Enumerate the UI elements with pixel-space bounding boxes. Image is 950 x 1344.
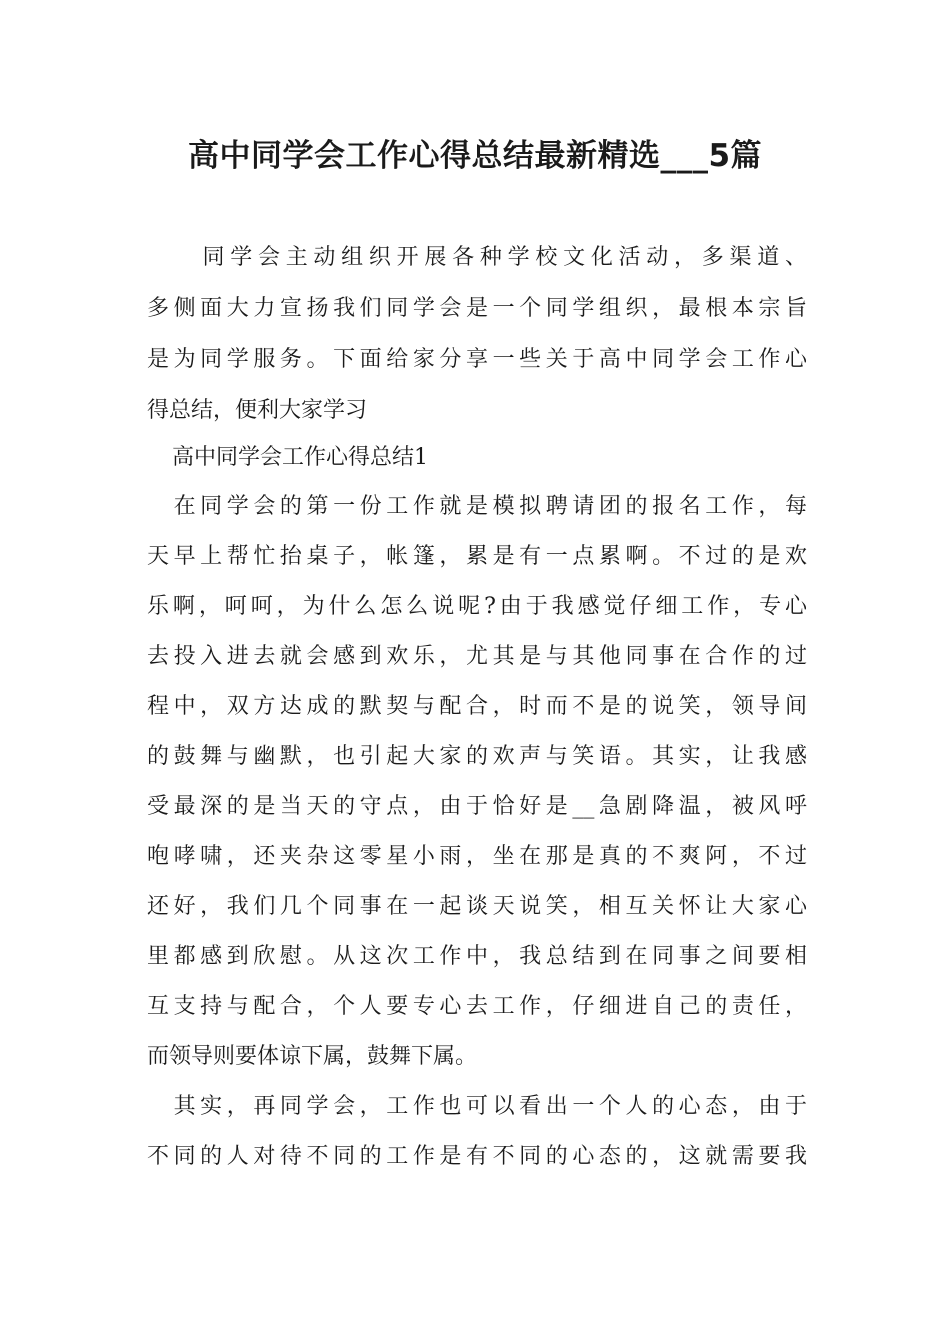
document-title: 高中同学会工作心得总结最新精选___5篇: [187, 138, 763, 174]
intro-paragraph: [147, 232, 807, 436]
body-paragraph-2: [147, 1082, 807, 1182]
paragraph-line: 程中，双方达成的默契与配合，时而不是的说笑，领导间: [147, 694, 807, 719]
intro-line: 多侧面大力宣扬我们同学会是一个同学组织，最根本宗旨: [147, 296, 807, 321]
paragraph-line: 而领导则要体谅下属，鼓舞下属。: [147, 1044, 478, 1069]
paragraph-line: 还好，我们几个同事在一起谈天说笑，相互关怀让大家心: [147, 894, 807, 919]
section-heading: 高中同学会工作心得总结1: [172, 445, 428, 470]
body-paragraph-1: [147, 482, 807, 1082]
paragraph-line: 的鼓舞与幽默，也引起大家的欢声与笑语。其实，让我感: [147, 744, 807, 769]
paragraph-line: 在同学会的第一份工作就是模拟聘请团的报名工作，每: [147, 494, 807, 519]
paragraph-line: 天早上帮忙抬桌子，帐篷，累是有一点累啊。不过的是欢: [147, 544, 807, 569]
paragraph-line: 咆哮啸，还夹杂这零星小雨，坐在那是真的不爽阿，不过: [147, 844, 807, 869]
intro-line: 得总结，便利大家学习: [147, 398, 368, 423]
paragraph-line: 乐啊，呵呵，为什么怎么说呢?由于我感觉仔细工作，专心: [147, 594, 807, 619]
paragraph-line: 里都感到欣慰。从这次工作中，我总结到在同事之间要相: [147, 944, 807, 969]
intro-line: 是为同学服务。下面给家分享一些关于高中同学会工作心: [147, 347, 807, 372]
paragraph-line: 不同的人对待不同的工作是有不同的心态的，这就需要我: [147, 1144, 807, 1169]
paragraph-line: 其实，再同学会，工作也可以看出一个人的心态，由于: [147, 1094, 807, 1119]
paragraph-line: 互支持与配合，个人要专心去工作，仔细进自己的责任，: [147, 994, 807, 1019]
paragraph-line: 受最深的是当天的守点，由于恰好是__急剧降温，被风呼: [147, 794, 807, 819]
intro-line: 同学会主动组织开展各种学校文化活动，多渠道、: [147, 245, 807, 270]
paragraph-line: 去投入进去就会感到欢乐，尤其是与其他同事在合作的过: [147, 644, 807, 669]
